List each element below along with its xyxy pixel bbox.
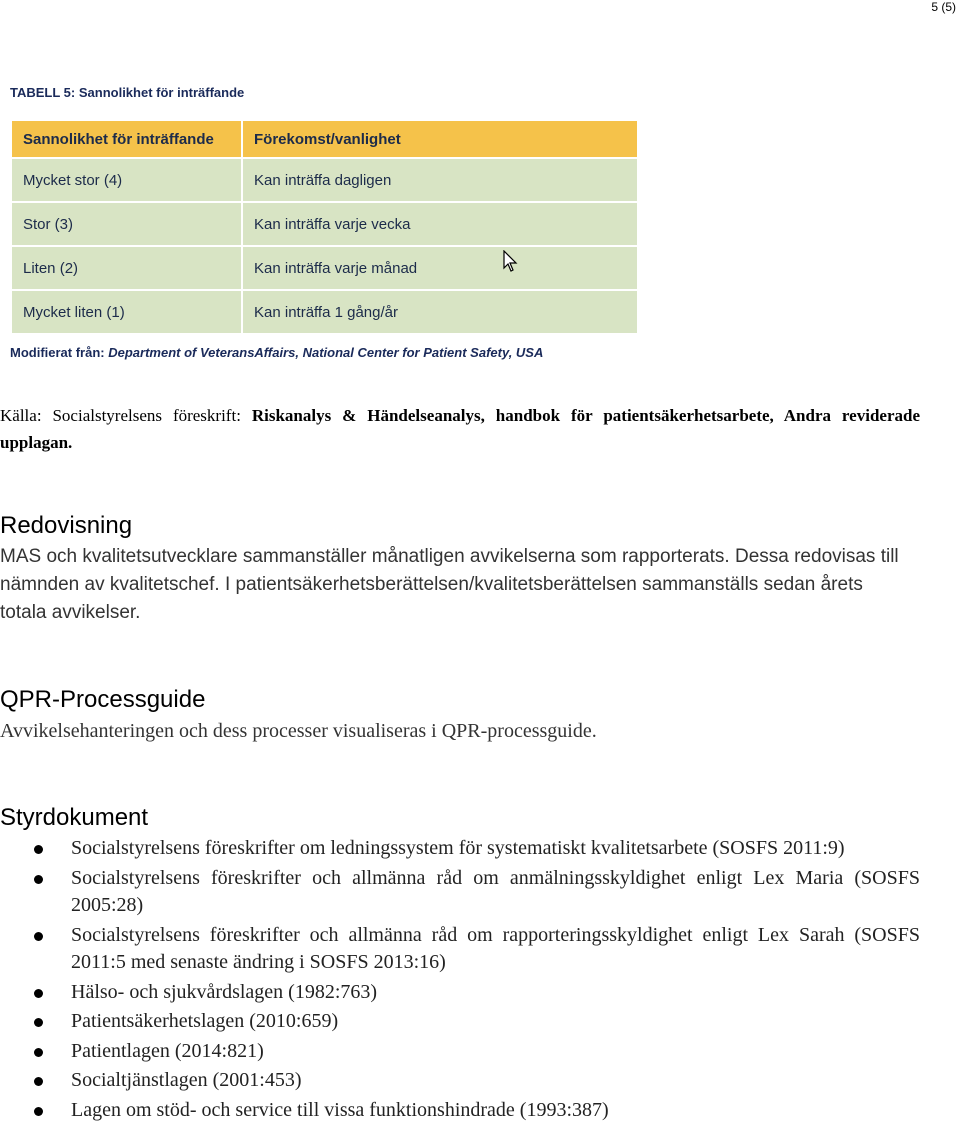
table-cell: Mycket stor (4) bbox=[11, 158, 242, 202]
table-cell: Kan inträffa 1 gång/år bbox=[242, 290, 638, 334]
list-item-text: Socialtjänstlagen (2001:453) bbox=[71, 1069, 302, 1091]
qpr-body: Avvikelsehanteringen och dess processer visualiseras i QPR-processguide. bbox=[0, 720, 597, 742]
list-item bbox=[0, 1038, 920, 1066]
source-prefix: Källa: Socialstyrelsens föreskrift: bbox=[0, 406, 252, 425]
table-row bbox=[11, 158, 638, 202]
styrdokument-list bbox=[0, 835, 920, 1126]
heading-redovisning: Redovisning bbox=[0, 512, 133, 539]
list-item bbox=[0, 1067, 920, 1095]
page-number: 5 (5) bbox=[931, 0, 956, 14]
list-item bbox=[0, 979, 920, 1007]
list-item-text: Socialstyrelsens föreskrifter och allmänna råd om anmälningsskyldighet enligt Lex Maria (SOSFS 2005:28) bbox=[71, 866, 920, 916]
list-item-text: Socialstyrelsens föreskrifter och allmänna råd om rapporteringsskyldighet enligt Lex Sarah (SOSFS 2011:5 med senaste ändring i SOSFS 2013:16) bbox=[71, 923, 920, 973]
bullet-icon bbox=[34, 1077, 43, 1086]
table-header-row bbox=[11, 120, 638, 158]
bullet-icon bbox=[34, 1048, 43, 1057]
table-cell: Mycket liten (1) bbox=[11, 290, 242, 334]
probability-table bbox=[10, 119, 639, 335]
table-cell: Kan inträffa varje månad bbox=[242, 246, 638, 290]
table-cell: Kan inträffa dagligen bbox=[242, 158, 638, 202]
bullet-icon bbox=[34, 1018, 43, 1027]
table-cell: Stor (3) bbox=[11, 202, 242, 246]
bullet-icon bbox=[34, 932, 43, 941]
probability-table-figure bbox=[10, 82, 640, 360]
bullet-icon bbox=[34, 989, 43, 998]
table-header-cell: Förekomst/vanlighet bbox=[242, 120, 638, 158]
table-header-cell: Sannolikhet för inträffande bbox=[11, 120, 242, 158]
list-item-text: Socialstyrelsens föreskrifter om ledningssystem för systematiskt kvalitetsarbete (SOSFS 2011:9) bbox=[71, 837, 845, 859]
table-source-text: Department of VeteransAffairs, National Center for Patient Safety, USA bbox=[108, 345, 544, 360]
heading-styrdokument: Styrdokument bbox=[0, 804, 149, 831]
source-title: Riskanalys & Händelseanalys, handbok för patientsäkerhetsarbete, Andra reviderade upplagan. bbox=[0, 406, 920, 452]
table-cell: Kan inträffa varje vecka bbox=[242, 202, 638, 246]
bullet-icon bbox=[34, 1107, 43, 1116]
list-item-text: Patientlagen (2014:821) bbox=[71, 1039, 264, 1062]
list-item bbox=[0, 1008, 920, 1036]
list-item bbox=[0, 1097, 920, 1125]
table-caption: TABELL 5: Sannolikhet för inträffande bbox=[10, 85, 245, 100]
list-item-text: Patientsäkerhetslagen (2010:659) bbox=[71, 1010, 339, 1032]
redovisning-body: MAS och kvalitetsutvecklare sammanställer månatligen avvikelserna som rapporterats. Dessa redovisas till nämnden av kvalitetschef. I patientsäkerhetsberättelsen/kvalitetsberättelsen sammanställs sedan årets totala avvikelser. bbox=[0, 546, 899, 623]
mouse-pointer-icon bbox=[503, 250, 519, 274]
list-item bbox=[0, 835, 920, 863]
source-citation bbox=[0, 402, 920, 456]
list-item bbox=[0, 922, 920, 977]
table-source-note bbox=[10, 345, 640, 360]
table-row bbox=[11, 246, 638, 290]
list-item-text: Lagen om stöd- och service till vissa funktionshindrade (1993:387) bbox=[71, 1098, 609, 1121]
table-row bbox=[11, 290, 638, 334]
table-source-label: Modifierat från: bbox=[10, 345, 105, 360]
bullet-icon bbox=[34, 875, 43, 884]
list-item-text: Hälso- och sjukvårdslagen (1982:763) bbox=[71, 980, 378, 1003]
list-item bbox=[0, 865, 920, 920]
heading-qpr-processguide: QPR-Processguide bbox=[0, 686, 206, 713]
table-cell: Liten (2) bbox=[11, 246, 242, 290]
table-row bbox=[11, 202, 638, 246]
bullet-icon bbox=[34, 845, 43, 854]
